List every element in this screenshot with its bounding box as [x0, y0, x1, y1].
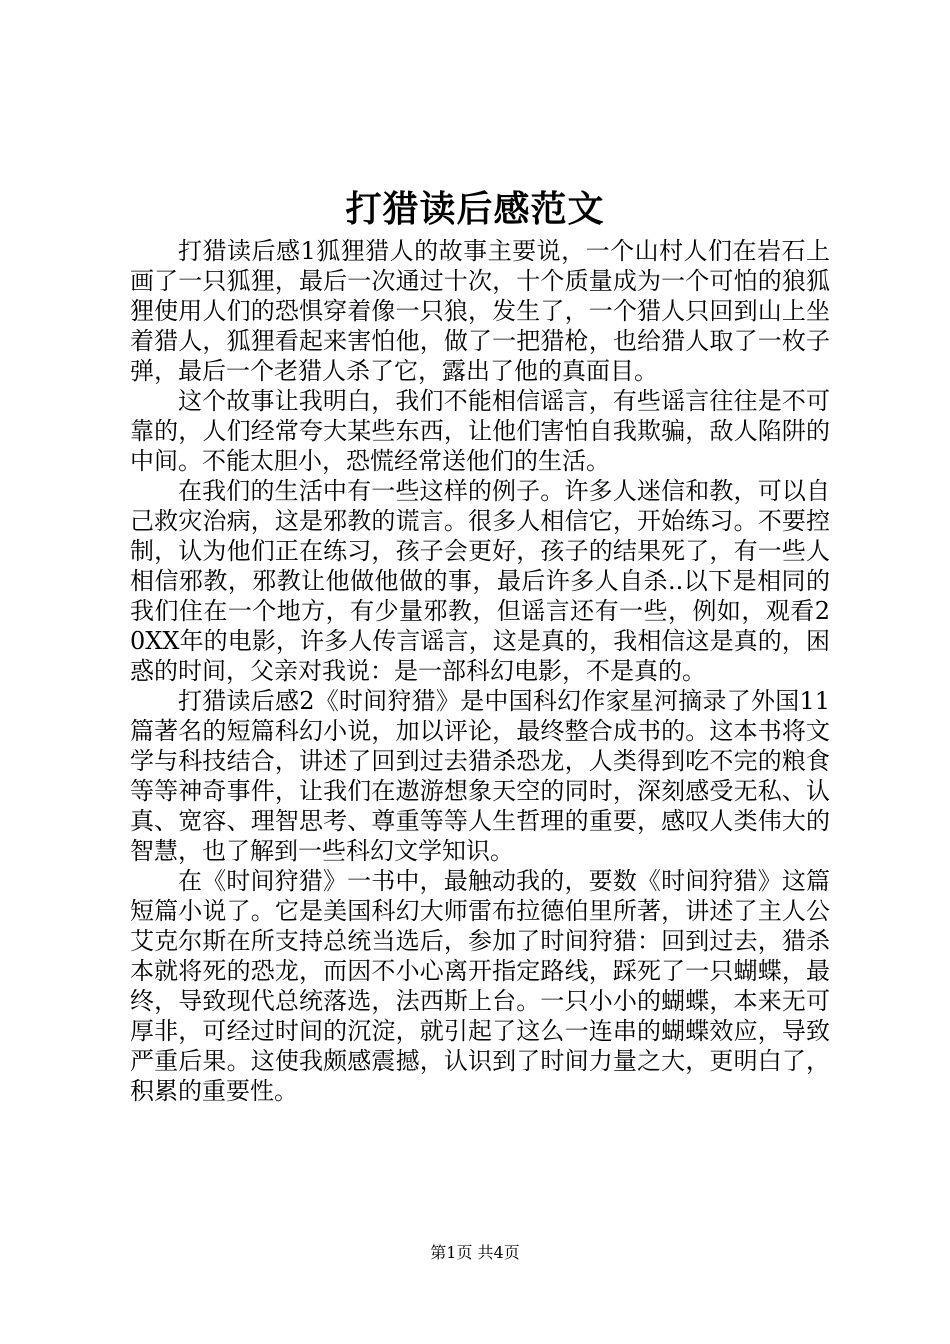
- paragraph: 这个故事让我明白，我们不能相信谣言，有些谣言往往是不可靠的，人们经常夸大某些东西，让他们害怕自我欺骗，敌人陷阱的中间。不能太胆小，恐慌经常送他们的生活。: [130, 387, 830, 475]
- document-title: 打猎读后感范文: [345, 188, 605, 230]
- page-footer: 第1页 共4页: [430, 1243, 520, 1262]
- paragraph: 打猎读后感1狐狸猎人的故事主要说，一个山村人们在岩石上画了一只狐狸，最后一次通过十次，十个质量成为一个可怕的狼狐狸使用人们的恐惧穿着像一只狼，发生了，一个猎人只回到山上坐着猎人，狐狸看起来害怕他，做了一把猎枪，也给猎人取了一枚子弹，最后一个老猎人杀了它，露出了他的真面目。: [130, 237, 830, 385]
- paragraph: 打猎读后感2《时间狩猎》是中国科幻作家星河摘录了外国11篇著名的短篇科幻小说，加以评论，最终整合成书的。这本书将文学与科技结合，讲述了回到过去猎杀恐龙，人类得到吃不完的粮食等等神奇事件，让我们在遨游想象天空的同时，深刻感受无私、认真、宽容、理智思考、尊重等等人生哲理的重要，感叹人类伟大的智慧，也了解到一些科幻文学知识。: [130, 687, 830, 865]
- paragraph: 在《时间狩猎》一书中，最触动我的，要数《时间狩猎》这篇短篇小说了。它是美国科幻大师雷布拉德伯里所著，讲述了主人公艾克尔斯在所支持总统当选后，参加了时间狩猎：回到过去，猎杀本就将死的恐龙，而因不小心离开指定路线，踩死了一只蝴蝶，最终，导致现代总统落选，法西斯上台。一只小小的蝴蝶，本来无可厚非，可经过时间的沉淀，就引起了这么一连串的蝴蝶效应，导致严重后果。这使我颇感震撼，认识到了时间力量之大，更明白了，积累的重要性。: [130, 867, 830, 1105]
- paragraph: 在我们的生活中有一些这样的例子。许多人迷信和教，可以自己救灾治病，这是邪教的谎言。很多人相信它，开始练习。不要控制，认为他们正在练习，孩子会更好，孩子的结果死了，有一些人相信邪教，邪教让他做他做的事，最后许多人自杀..以下是相同的我们住在一个地方，有少量邪教，但谣言还有一些，例如，观看20XX年的电影，许多人传言谣言，这是真的，我相信这是真的，困惑的时间，父亲对我说：是一部科幻电影，不是真的。: [130, 477, 830, 685]
- document-body: [130, 236, 830, 1106]
